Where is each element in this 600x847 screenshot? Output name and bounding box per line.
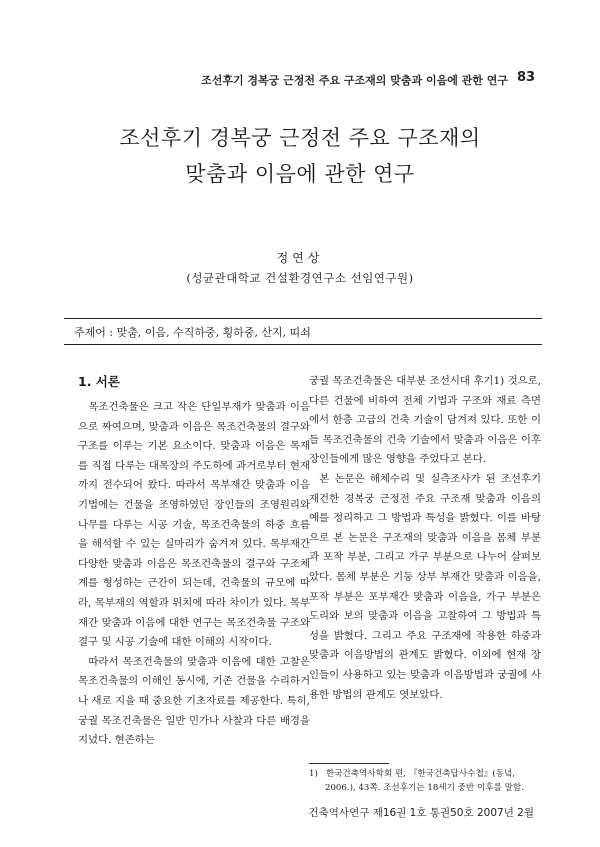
body-paragraph: 따라서 목조건축물의 맞춤과 이음에 대한 고찰은 목조건축물의 이해인 동시에, 기존 건물을 수리하거나 새로 지을 때 중요한 기초자료를 제공한다. 특히, 궁궐 목조건축물은 일반 민가나 사찰과 다른 배경을 지녔다. 현존하는 bbox=[78, 655, 310, 747]
right-column bbox=[309, 372, 541, 705]
footnote-line-1: 한국건축역사학회 편, 『한국건축답사수첩』(동녘, bbox=[325, 769, 516, 779]
footnote bbox=[309, 767, 541, 795]
paper-title-line-2: 맞춤과 이음에 관한 연구 bbox=[185, 162, 415, 186]
page-number: 83 bbox=[517, 70, 536, 85]
paper-title-line-1: 조선후기 경복궁 근정전 주요 구조재의 bbox=[119, 126, 481, 150]
author-name: 정연상 bbox=[276, 251, 324, 265]
keyword-bar bbox=[64, 318, 542, 345]
running-header bbox=[0, 70, 600, 90]
footnote-line-2: 2006.), 43쪽. 조선후기는 18세기 중반 이후를 말함. bbox=[325, 783, 524, 793]
journal-footer: 건축역사연구 제16권 1호 통권50호 2007년 2월 bbox=[308, 807, 534, 819]
body-paragraph: 본 논문은 해체수리 및 실측조사가 된 조선후기 재건한 경복궁 근정전 주요 구조재 맞춤과 이음의 예를 정리하고 그 방법과 특성을 밝혔다. 이를 바탕으로 본 논문은 구조재의 맞춤과 이음을 몸체 부분과 포작 부분, 그리고 가구 부분으로 나누어 살펴보았다. 몸체 부분은 기둥 상부 부재간 맞춤과 이음을, 포작 부분은 포부재간 맞춤과 이음을, 가구 부분은 도리와 보의 맞춤과 이음을 고찰하여 그 방법과 특성을 밝혔다. 그리고 주요 구조재에 작용한 하중과 맞춤과 이음방법의 관계도 밝혔다. 이외에 현재 장인들이 사용하고 있는 맞춤과 이음방법과 궁궐에 사용한 방법의 관계도 엿보았다. bbox=[309, 472, 541, 701]
keywords: 주제어 : 맞춤, 이음, 수직하중, 횡하중, 산지, 띠쇠 bbox=[74, 326, 311, 339]
footnote-number: 1) bbox=[309, 769, 318, 779]
footnote-rule bbox=[309, 763, 389, 764]
author-affiliation: (성균관대학교 건설환경연구소 선임연구원) bbox=[186, 271, 414, 285]
body-paragraph: 궁궐 목조건축물은 대부분 조선시대 후기1) 것으로, 다른 건물에 비하여 전체 기법과 구조와 재료 측면에서 한층 고급의 건축 기술이 담겨져 있다. 또한 이들 목조건축물의 건축 기술에서 맞춤과 이음은 이후 장인들에게 많은 영향을 주었다고 본다. bbox=[309, 375, 541, 466]
paper-title bbox=[0, 120, 600, 192]
section-heading: 1. 서론 bbox=[78, 374, 120, 389]
body-paragraph: 목조건축물은 크고 작은 단일부재가 맞춤과 이음으로 짜여으며, 맞춤과 이음은 목조건축물의 결구와 구조를 이루는 기본 요소이다. 맞춤과 이음은 목재를 직접 다루는 대목장의 주도하에 과거로부터 현재까지 전수되어 왔다. 따라서 목부재간 맞춤과 이음 기법에는 건물을 조영하였던 장인들의 조영원리와 나무를 다루는 시공 기술, 목조건축물의 하중 흐름을 해석할 수 있는 실마리가 숨겨져 있다. 목부재간 다양한 맞춤과 이음은 목조건축물의 결구와 구조체계를 형성하는 근간이 되는데, 건축물의 규모에 따라, 목부재의 역할과 위치에 따라 차이가 있다. 목부재간 맞춤과 이음에 대한 연구는 목조건축물 구조와 결구 및 시공 기술에 대한 이해의 시작이다. bbox=[78, 401, 310, 649]
left-column bbox=[78, 372, 310, 751]
running-title: 조선후기 경복궁 근정전 주요 구조재의 맞춤과 이음에 관한 연구 bbox=[201, 74, 508, 87]
